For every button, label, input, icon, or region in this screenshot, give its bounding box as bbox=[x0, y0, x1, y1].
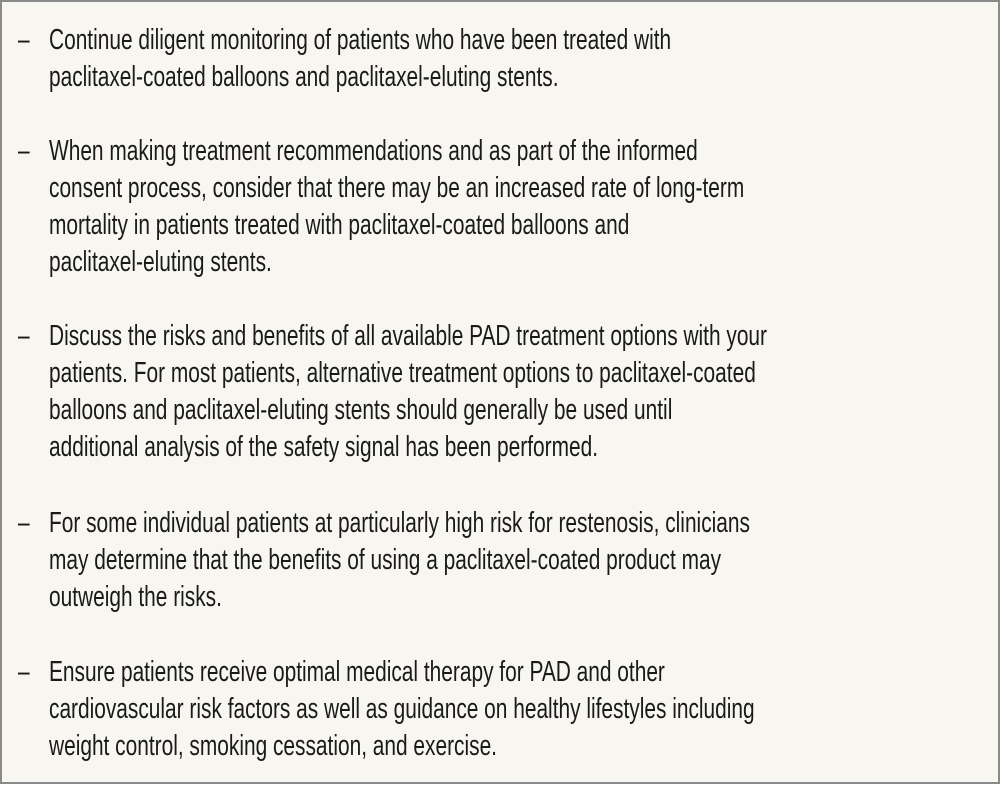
recommendation-line: mortality in patients treated with paclitaxel-coated balloons and bbox=[49, 209, 630, 241]
recommendation-line: balloons and paclitaxel-eluting stents should generally be used until bbox=[49, 394, 673, 426]
recommendation-line: Continue diligent monitoring of patients who have been treated with bbox=[49, 24, 672, 56]
bullet-dash: – bbox=[18, 507, 30, 539]
recommendation-line: For some individual patients at particularly high risk for restenosis, clinicians bbox=[49, 507, 750, 539]
recommendation-line: Ensure patients receive optimal medical therapy for PAD and other bbox=[49, 656, 665, 688]
recommendation-line: When making treatment recommendations and as part of the informed bbox=[49, 135, 698, 167]
recommendation-line: outweigh the risks. bbox=[49, 581, 222, 613]
recommendation-line: consent process, consider that there may be an increased rate of long-term bbox=[49, 172, 745, 204]
recommendation-line: patients. For most patients, alternative treatment options to paclitaxel-coated bbox=[49, 357, 756, 389]
recommendation-line: paclitaxel-eluting stents. bbox=[49, 246, 272, 278]
recommendation-line: weight control, smoking cessation, and exercise. bbox=[49, 730, 497, 762]
recommendation-line: additional analysis of the safety signal has been performed. bbox=[49, 431, 599, 463]
recommendation-line: may determine that the benefits of using a paclitaxel-coated product may bbox=[49, 544, 722, 576]
recommendation-line: paclitaxel-coated balloons and paclitaxel-eluting stents. bbox=[49, 61, 559, 93]
bullet-dash: – bbox=[18, 135, 30, 167]
recommendation-line: Discuss the risks and benefits of all available PAD treatment options with your bbox=[49, 320, 767, 352]
bullet-dash: – bbox=[18, 320, 30, 352]
recommendation-line: cardiovascular risk factors as well as guidance on healthy lifestyles including bbox=[49, 693, 755, 725]
bullet-dash: – bbox=[18, 656, 30, 688]
bullet-dash: – bbox=[18, 24, 30, 56]
